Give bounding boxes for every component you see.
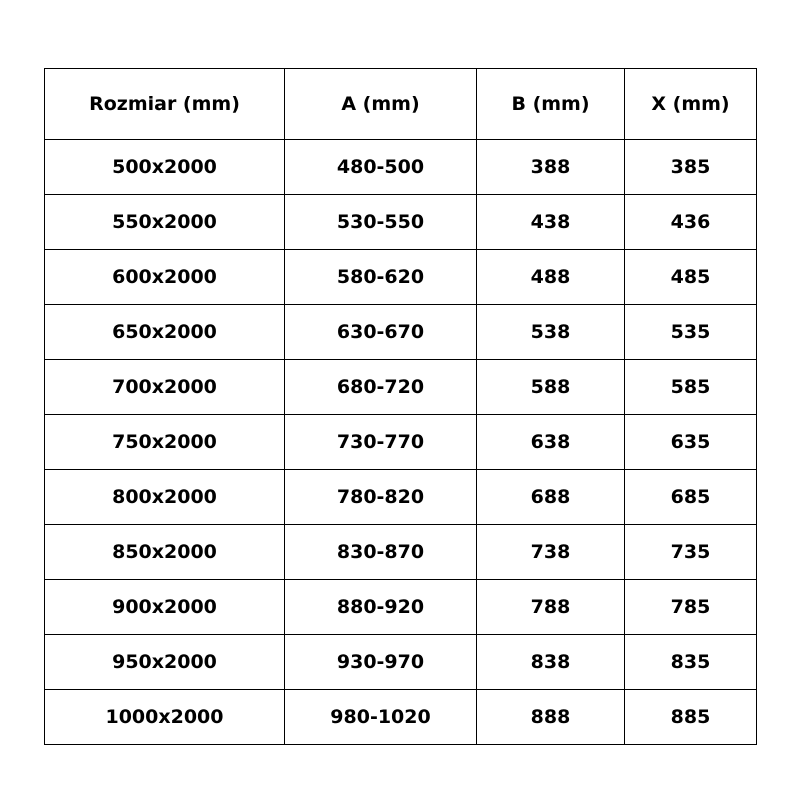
table-row — [45, 140, 757, 195]
cell-a: 980-1020 — [285, 690, 477, 745]
table-row — [45, 195, 757, 250]
cell-rozmiar: 950x2000 — [45, 635, 285, 690]
cell-rozmiar: 1000x2000 — [45, 690, 285, 745]
cell-a: 680-720 — [285, 360, 477, 415]
column-header-b: B (mm) — [477, 69, 625, 140]
cell-x: 585 — [625, 360, 757, 415]
cell-x: 785 — [625, 580, 757, 635]
cell-rozmiar: 600x2000 — [45, 250, 285, 305]
size-table — [44, 68, 757, 745]
cell-a: 730-770 — [285, 415, 477, 470]
table-row — [45, 690, 757, 745]
cell-x: 635 — [625, 415, 757, 470]
cell-a: 480-500 — [285, 140, 477, 195]
table-header — [45, 69, 757, 140]
table-row — [45, 305, 757, 360]
cell-x: 535 — [625, 305, 757, 360]
cell-a: 530-550 — [285, 195, 477, 250]
cell-x: 885 — [625, 690, 757, 745]
cell-rozmiar: 900x2000 — [45, 580, 285, 635]
cell-x: 735 — [625, 525, 757, 580]
cell-b: 388 — [477, 140, 625, 195]
cell-a: 630-670 — [285, 305, 477, 360]
table-row — [45, 525, 757, 580]
cell-rozmiar: 550x2000 — [45, 195, 285, 250]
cell-x: 385 — [625, 140, 757, 195]
cell-b: 688 — [477, 470, 625, 525]
cell-a: 880-920 — [285, 580, 477, 635]
cell-rozmiar: 700x2000 — [45, 360, 285, 415]
cell-a: 780-820 — [285, 470, 477, 525]
cell-b: 588 — [477, 360, 625, 415]
table-row — [45, 250, 757, 305]
cell-a: 580-620 — [285, 250, 477, 305]
table-row — [45, 415, 757, 470]
cell-a: 830-870 — [285, 525, 477, 580]
table-row — [45, 360, 757, 415]
table-row — [45, 470, 757, 525]
table-header-row — [45, 69, 757, 140]
table-row — [45, 635, 757, 690]
cell-b: 638 — [477, 415, 625, 470]
cell-rozmiar: 800x2000 — [45, 470, 285, 525]
cell-b: 538 — [477, 305, 625, 360]
cell-b: 488 — [477, 250, 625, 305]
cell-x: 485 — [625, 250, 757, 305]
cell-b: 838 — [477, 635, 625, 690]
column-header-rozmiar: Rozmiar (mm) — [45, 69, 285, 140]
cell-x: 835 — [625, 635, 757, 690]
cell-x: 436 — [625, 195, 757, 250]
cell-b: 788 — [477, 580, 625, 635]
cell-a: 930-970 — [285, 635, 477, 690]
cell-rozmiar: 500x2000 — [45, 140, 285, 195]
cell-b: 888 — [477, 690, 625, 745]
cell-rozmiar: 750x2000 — [45, 415, 285, 470]
cell-x: 685 — [625, 470, 757, 525]
cell-b: 438 — [477, 195, 625, 250]
table-row — [45, 580, 757, 635]
size-table-container — [44, 68, 756, 745]
column-header-a: A (mm) — [285, 69, 477, 140]
table-body — [45, 140, 757, 745]
cell-b: 738 — [477, 525, 625, 580]
column-header-x: X (mm) — [625, 69, 757, 140]
cell-rozmiar: 850x2000 — [45, 525, 285, 580]
cell-rozmiar: 650x2000 — [45, 305, 285, 360]
